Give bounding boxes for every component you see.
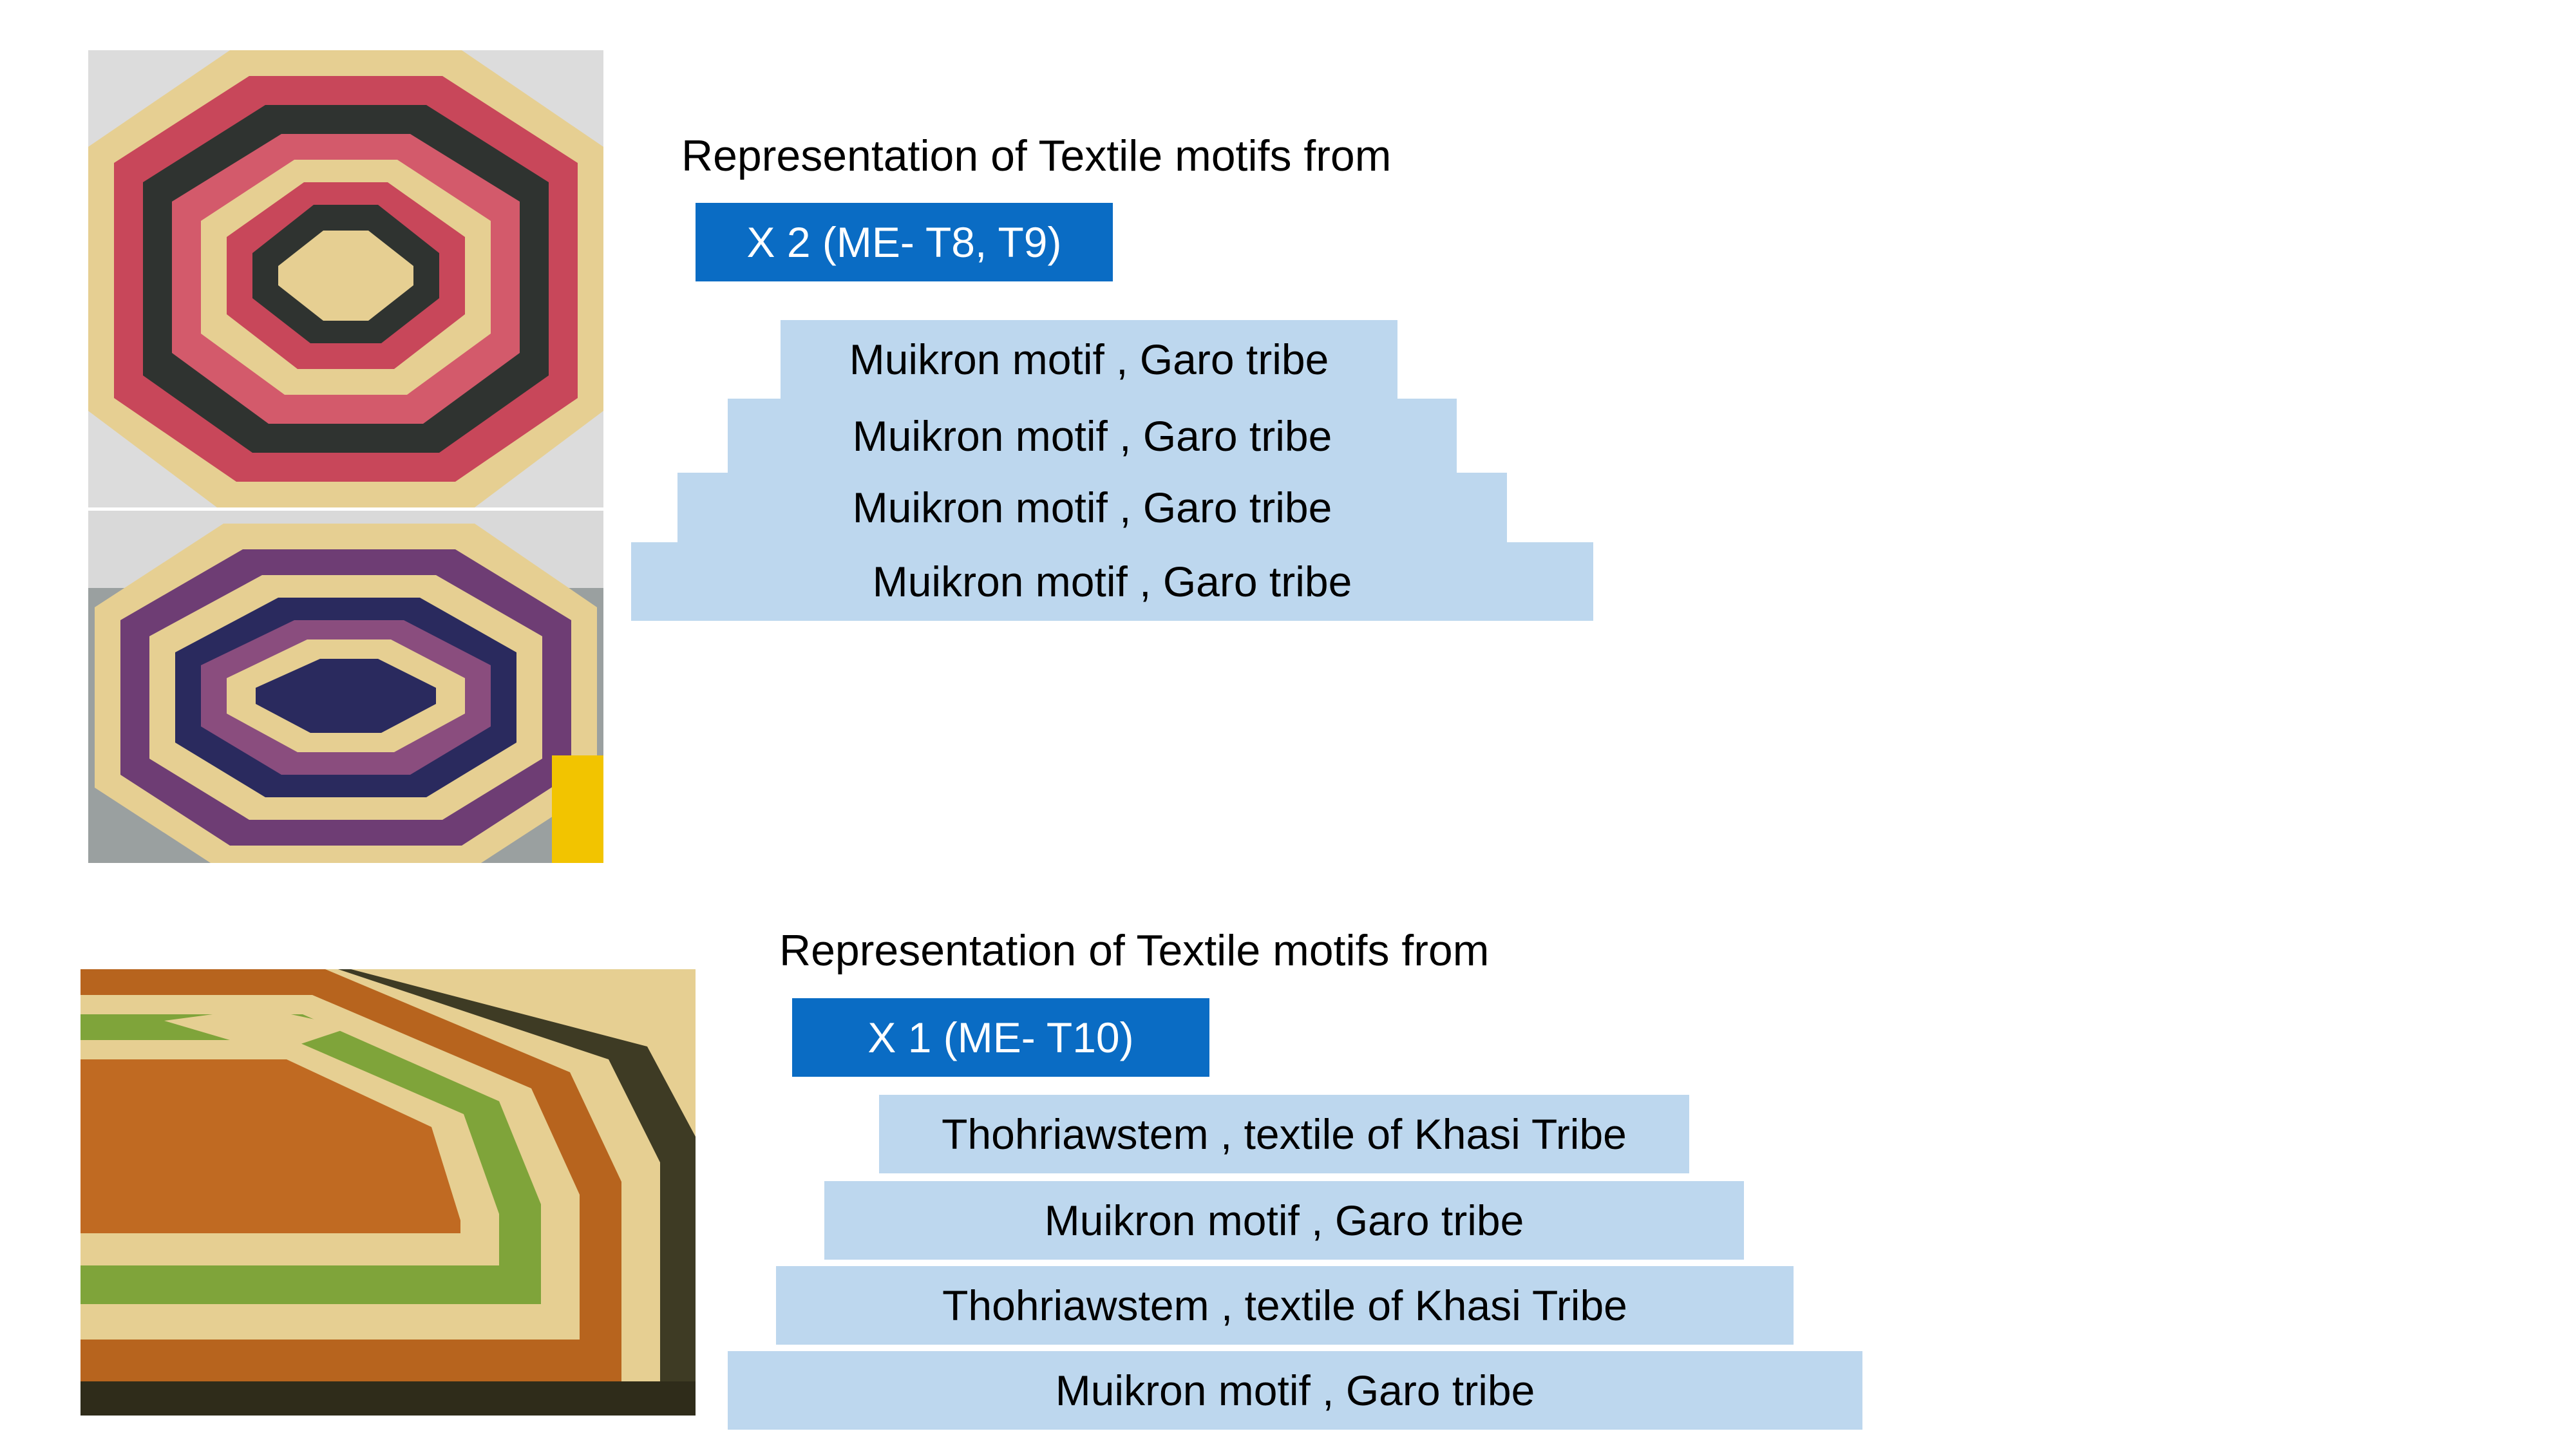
section1-step-2: Muikron motif , Garo tribe (728, 399, 1457, 473)
section1-step-1: Muikron motif , Garo tribe (781, 320, 1397, 399)
section1-heading: Representation of Textile motifs from (681, 131, 1392, 180)
section2-step-1: Thohriawstem , textile of Khasi Tribe (879, 1095, 1689, 1173)
section2-heading: Representation of Textile motifs from (779, 926, 1490, 975)
section2-step-2: Muikron motif , Garo tribe (824, 1181, 1744, 1260)
section1-step-3: Muikron motif , Garo tribe (677, 473, 1507, 542)
photo-green-orange-octagon-textile (80, 969, 696, 1416)
section1-step-4: Muikron motif , Garo tribe (631, 542, 1593, 621)
photo-red-octagon-textile (88, 50, 603, 507)
photo-purple-octagon-textile (88, 511, 603, 863)
section2-step-3: Thohriawstem , textile of Khasi Tribe (776, 1266, 1794, 1345)
section2-badge: X 1 (ME- T10) (792, 998, 1209, 1077)
section1-badge: X 2 (ME- T8, T9) (696, 203, 1113, 281)
section2-step-4: Muikron motif , Garo tribe (728, 1351, 1862, 1430)
